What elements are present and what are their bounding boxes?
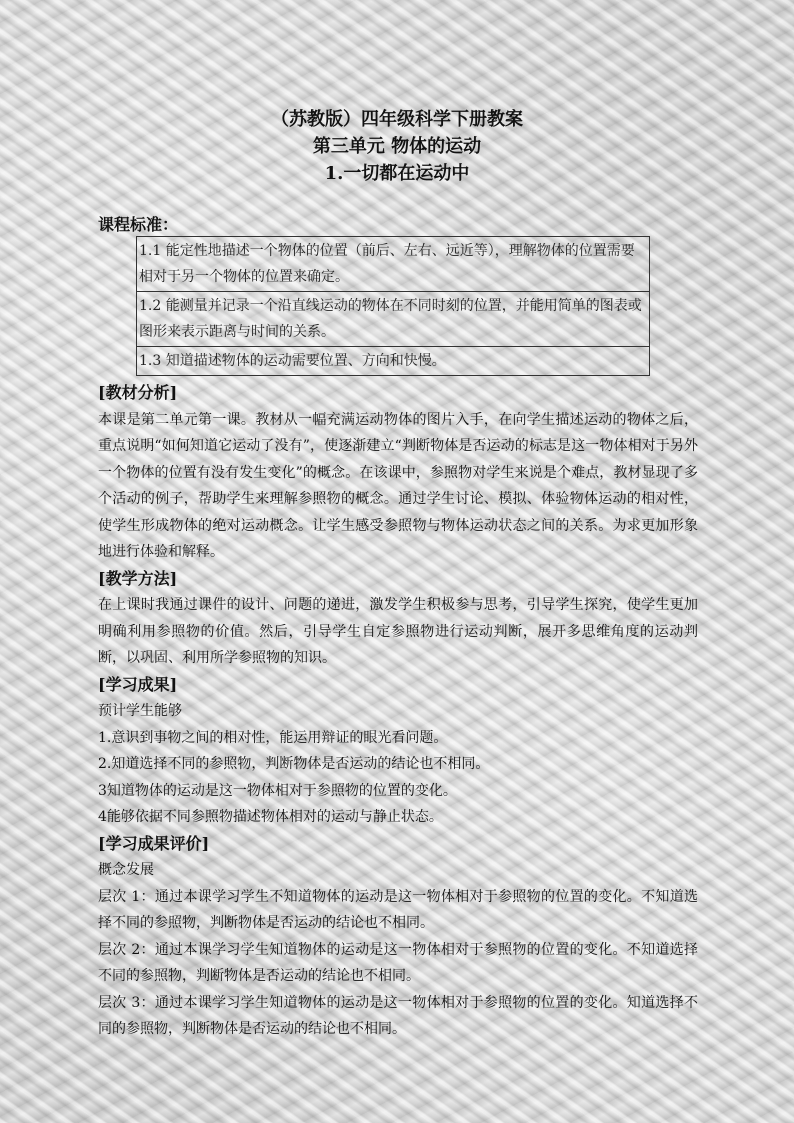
document-body <box>98 380 698 1043</box>
outcomes-intro: 预计学生能够 <box>98 703 182 719</box>
standard-cell: 1.2 能测量并记录一个沿直线运动的物体在不同时刻的位置，并能用简单的图表或 图形来表示距离与时间的关系。 <box>137 292 650 347</box>
method-text: 在上课时我通过课件的设计、问题的递进，激发学生积极参与思考，引导学生探究，使学生更加明确利用参照物的价值。然后，引导学生自定参照物进行运动判断，展开多思维角度的运动判断，以巩固、利用所学参照物的知识。 <box>98 597 698 666</box>
standards-table <box>136 236 650 376</box>
document-title: （苏教版）四年级科学下册教案 <box>271 109 523 130</box>
list-item: 3知道物体的运动是这一物体相对于参照物的位置的变化。 <box>98 782 457 799</box>
lesson-title: 1.一切都在运动中 <box>324 163 470 184</box>
evaluation-heading: [学习成果评价] <box>98 833 210 853</box>
list-item: 4能够依据不同参照物描述物体相对的运动与静止状态。 <box>98 809 443 825</box>
method-heading: [教学方法] <box>98 568 178 588</box>
evaluation-intro: 概念发展 <box>98 862 154 878</box>
list-item: 1.意识到事物之间的相对性，能运用辩证的眼光看问题。 <box>98 729 448 746</box>
standard-cell: 1.1 能定性地描述一个物体的位置（前后、左右、远近等），理解物体的位置需要相对于另一个物体的位置来确定。 <box>137 237 650 292</box>
unit-title: 第三单元 物体的运动 <box>312 136 482 157</box>
analysis-text: 本课是第二单元第一课。教材从一幅充满运动物体的图片入手，在向学生描述运动的物体之后，重点说明“如何知道它运动了没有”，使逐渐建立“判断物体是否运动的标志是这一物体相对于另外一个物体的位置有没有发生变化”的概念。在该课中，参照物对学生来说是个难点，教材显现了多个活动的例子，帮助学生来理解参照物的概念。通过学生讨论、模拟、体验物体运动的相对性，使学生形成物体的绝对运动概念。让学生感受参照物与物体运动状态之间的关系。为求更加形象地进行体验和解释。 <box>98 411 698 560</box>
standard-cell: 1.3 知道描述物体的运动需要位置、方向和快慢。 <box>137 347 650 376</box>
outcomes-heading: [学习成果] <box>98 674 178 694</box>
evaluation-level: 层次 3：通过本课学习学生知道物体的运动是这一物体相对于参照物的位置的变化。知道选择不同的参照物，判断物体是否运动的结论也不相同。 <box>98 994 698 1037</box>
table-row <box>137 292 650 347</box>
analysis-heading: [教材分析] <box>98 383 178 402</box>
list-item: 2.知道选择不同的参照物，判断物体是否运动的结论也不相同。 <box>98 756 490 772</box>
table-row <box>137 347 650 376</box>
evaluation-level: 层次 1：通过本课学习学生不知道物体的运动是这一物体相对于参照物的位置的变化。不知道选择不同的参照物，判断物体是否运动的结论也不相同。 <box>98 888 698 931</box>
table-row <box>137 237 650 292</box>
evaluation-level: 层次 2：通过本课学习学生知道物体的运动是这一物体相对于参照物的位置的变化。不知道选择不同的参照物，判断物体是否运动的结论也不相同。 <box>98 941 698 984</box>
standards-label: 课程标准： <box>98 215 179 234</box>
